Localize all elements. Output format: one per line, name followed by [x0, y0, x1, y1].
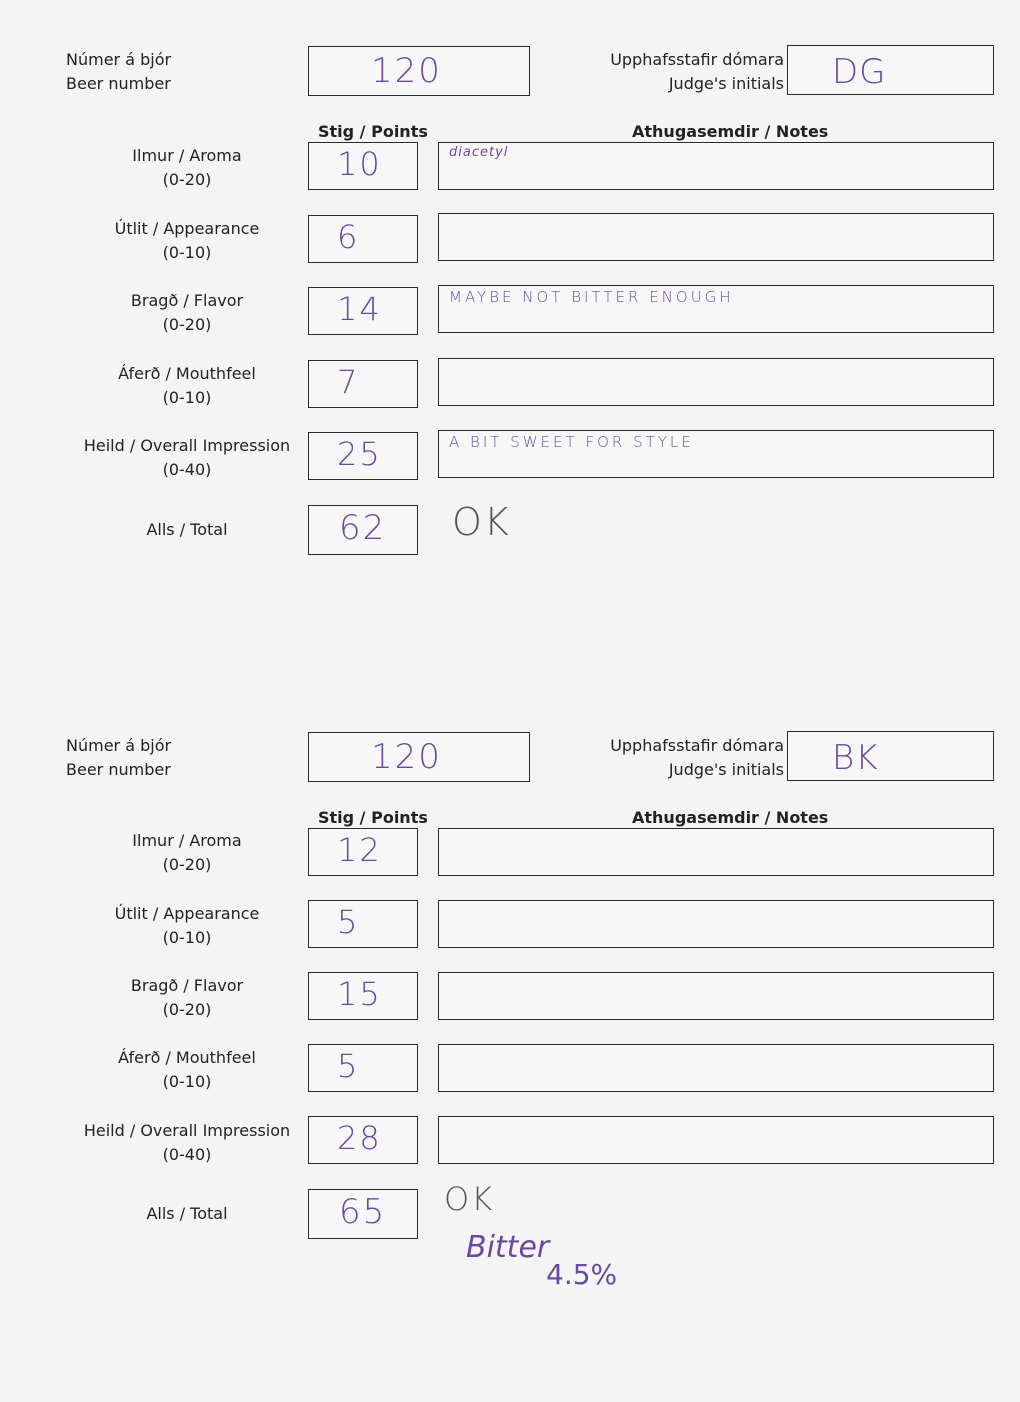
mouthfeel-points-value: 7 [337, 363, 360, 401]
beer-number-value: 120 [371, 737, 442, 777]
points-header: Stig / Points [318, 808, 428, 827]
total-label: Alls / Total [146, 520, 228, 539]
criterion-overall: Heild / Overall Impression (0-40) [83, 1121, 291, 1164]
total-points-value: 65 [339, 1192, 387, 1232]
criterion-mouthfeel: Áferð / Mouthfeel (0-10) [118, 364, 256, 407]
judge-initials-field[interactable] [787, 45, 994, 95]
criterion-aroma: Ilmur / Aroma (0-20) [132, 831, 242, 874]
overall-notes-field[interactable] [438, 430, 994, 478]
total-points-field[interactable] [308, 505, 418, 555]
appearance-points-value: 6 [337, 218, 360, 256]
appearance-notes-field[interactable] [438, 213, 994, 261]
criterion-flavor: Bragð / Flavor (0-20) [130, 291, 244, 334]
mouthfeel-notes-field[interactable] [438, 1044, 994, 1092]
flavor-notes-field[interactable] [438, 972, 994, 1020]
flavor-notes-field[interactable] [438, 285, 994, 333]
aroma-notes-field[interactable] [438, 142, 994, 190]
judge-initials-label: Upphafsstafir dómara Judge's initials [610, 736, 784, 779]
appearance-points-field[interactable] [308, 215, 418, 263]
appearance-points-value: 5 [337, 903, 360, 941]
aroma-points-field[interactable] [308, 828, 418, 876]
beer-number-field[interactable] [308, 46, 530, 96]
flavor-points-field[interactable] [308, 972, 418, 1020]
mouthfeel-points-field[interactable] [308, 1044, 418, 1092]
beer-number-label: Númer á bjór Beer number [66, 736, 172, 779]
overall-notes-value: A BIT SWEET FOR STYLE [449, 433, 694, 451]
overall-points-value: 25 [337, 435, 382, 473]
aroma-points-value: 12 [337, 831, 382, 869]
mouthfeel-notes-field[interactable] [438, 358, 994, 406]
total-points-value: 62 [339, 508, 387, 548]
handwritten-remark-abv: 4.5% [546, 1258, 618, 1291]
notes-header: Athugasemdir / Notes [632, 122, 829, 141]
beer-number-value: 120 [371, 51, 442, 91]
beer-number-field[interactable] [308, 732, 530, 782]
flavor-points-field[interactable] [308, 287, 418, 335]
criterion-flavor: Bragð / Flavor (0-20) [130, 976, 244, 1019]
total-label: Alls / Total [146, 1204, 228, 1223]
judge-initials-label: Upphafsstafir dómara Judge's initials [610, 50, 784, 93]
handwritten-remark: OK [444, 1180, 495, 1218]
flavor-points-value: 15 [337, 975, 382, 1013]
appearance-points-field[interactable] [308, 900, 418, 948]
aroma-points-value: 10 [337, 145, 382, 183]
score-sheet-1 [0, 0, 1020, 640]
aroma-notes-value: diacetyl [449, 145, 509, 160]
handwritten-remark-style: Bitter [466, 1230, 550, 1265]
criterion-overall: Heild / Overall Impression (0-40) [83, 436, 291, 479]
handwritten-remark: OK [452, 500, 511, 544]
beer-number-label: Númer á bjór Beer number [66, 50, 172, 93]
criterion-appearance: Útlit / Appearance (0-10) [114, 219, 260, 262]
overall-points-value: 28 [337, 1119, 382, 1157]
overall-points-field[interactable] [308, 1116, 418, 1164]
flavor-points-value: 14 [337, 290, 382, 328]
judge-initials-value: DG [832, 52, 887, 92]
aroma-points-field[interactable] [308, 142, 418, 190]
criterion-aroma: Ilmur / Aroma (0-20) [132, 146, 242, 189]
appearance-notes-field[interactable] [438, 900, 994, 948]
mouthfeel-points-field[interactable] [308, 360, 418, 408]
criterion-appearance: Útlit / Appearance (0-10) [114, 904, 260, 947]
judge-initials-field[interactable] [787, 731, 994, 781]
flavor-notes-value: MAYBE NOT BITTER ENOUGH [449, 288, 734, 306]
judge-initials-value: BK [832, 738, 879, 778]
total-points-field[interactable] [308, 1189, 418, 1239]
aroma-notes-field[interactable] [438, 828, 994, 876]
criterion-mouthfeel: Áferð / Mouthfeel (0-10) [118, 1048, 256, 1091]
points-header: Stig / Points [318, 122, 428, 141]
overall-points-field[interactable] [308, 432, 418, 480]
overall-notes-field[interactable] [438, 1116, 994, 1164]
mouthfeel-points-value: 5 [337, 1047, 360, 1085]
score-sheet-2 [0, 686, 1020, 1326]
notes-header: Athugasemdir / Notes [632, 808, 829, 827]
